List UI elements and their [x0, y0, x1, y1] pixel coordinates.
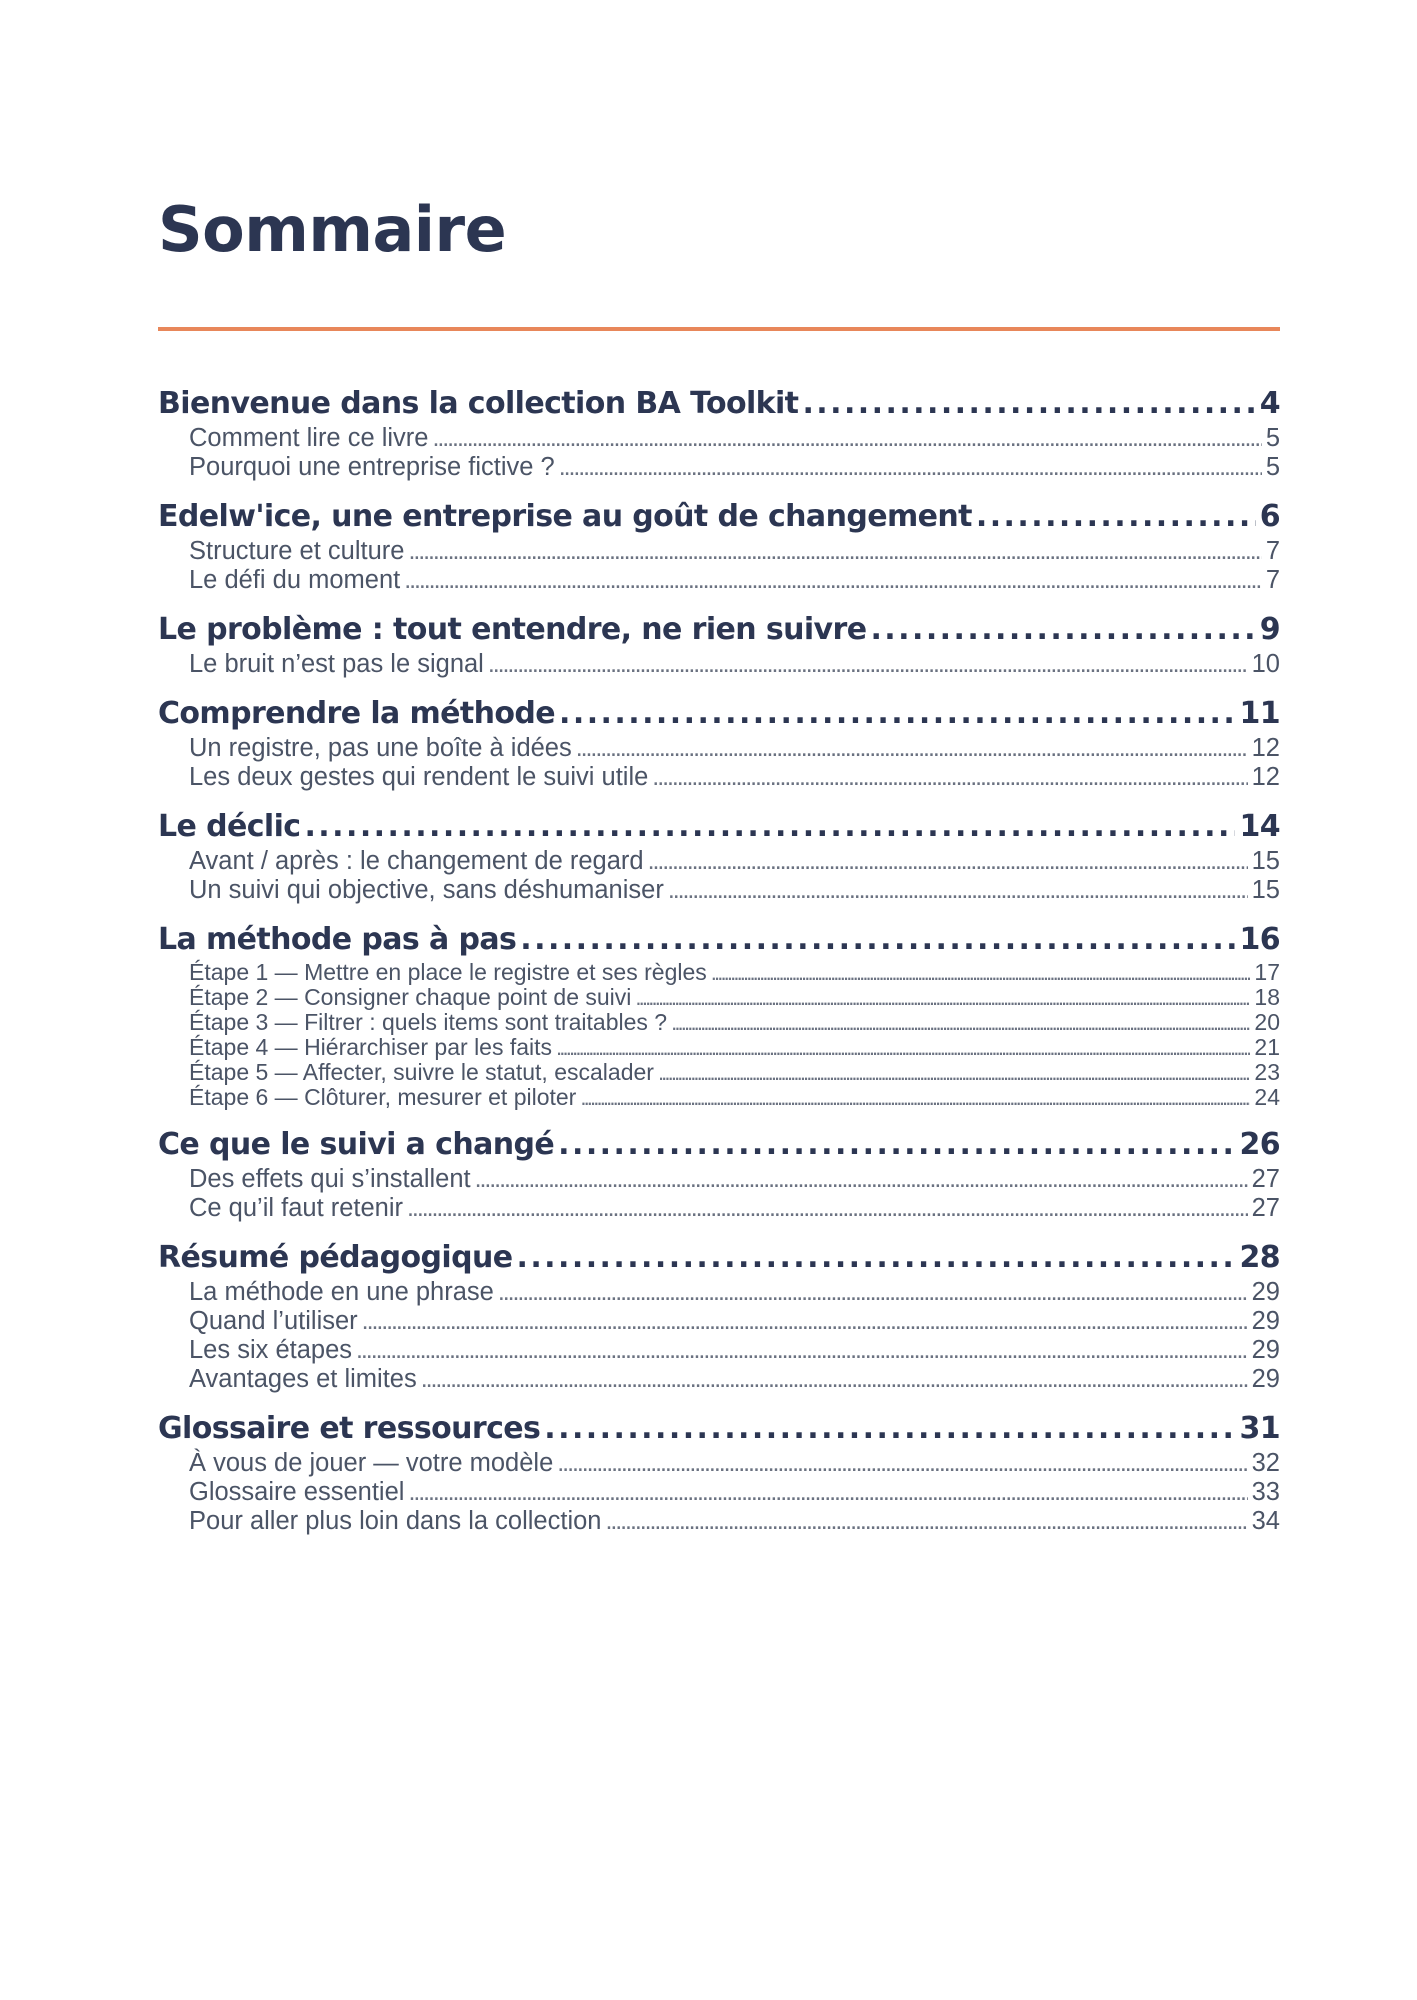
toc-subentry-title: Étape 6 — Clôturer, mesurer et piloter: [189, 1084, 577, 1110]
toc-subentry[interactable]: [158, 537, 1280, 566]
toc-subentry-page: 27: [1251, 1194, 1280, 1222]
toc-subentry-title: Le bruit n’est pas le signal: [189, 650, 484, 678]
toc-subentry-title: Quand l’utiliser: [189, 1307, 358, 1335]
toc-subentry[interactable]: [158, 1365, 1280, 1394]
toc-section: [158, 1125, 1280, 1223]
toc-subentry[interactable]: [158, 1010, 1280, 1035]
toc-section: [158, 807, 1280, 905]
dot-leader: [544, 1409, 1235, 1449]
toc-subentry-page: 12: [1251, 763, 1280, 791]
toc-chapter-entry[interactable]: [158, 384, 1280, 424]
toc-subentry-title: Les six étapes: [189, 1336, 353, 1364]
title-divider: [158, 327, 1280, 331]
dot-leader: [304, 807, 1235, 847]
toc-subentry[interactable]: [158, 650, 1280, 679]
dot-leader: [605, 1507, 1247, 1536]
toc-chapter-page: 11: [1239, 696, 1280, 731]
toc-subentry-title: Un registre, pas une boîte à idées: [189, 734, 572, 762]
dot-leader: [802, 384, 1255, 424]
toc-chapter-page: 14: [1239, 809, 1280, 844]
dot-leader: [580, 1085, 1250, 1110]
toc-subentry-title: Ce qu’il faut retenir: [189, 1194, 404, 1222]
toc-subentry[interactable]: [158, 1307, 1280, 1336]
toc-subentry-page: 7: [1265, 566, 1280, 594]
toc-chapter-entry[interactable]: [158, 497, 1280, 537]
dot-leader: [976, 497, 1256, 537]
dot-leader: [559, 453, 1262, 482]
toc-subentry-page: 24: [1254, 1084, 1280, 1110]
dot-leader: [658, 1060, 1250, 1085]
dot-leader: [635, 985, 1250, 1010]
toc-subentry-page: 5: [1265, 424, 1280, 452]
toc-chapter-entry[interactable]: [158, 694, 1280, 734]
toc-chapter-entry[interactable]: [158, 610, 1280, 650]
toc-section: [158, 920, 1280, 1110]
toc-subentry[interactable]: [158, 1035, 1280, 1060]
toc-chapter-entry[interactable]: [158, 1238, 1280, 1278]
toc-subentry-title: Avant / après : le changement de regard: [189, 847, 644, 875]
toc-chapter-page: 6: [1259, 499, 1280, 534]
toc-subentry[interactable]: [158, 1165, 1280, 1194]
dot-leader: [557, 1449, 1247, 1478]
toc-subentry-page: 29: [1251, 1336, 1280, 1364]
dot-leader: [558, 1125, 1235, 1165]
toc-subentry[interactable]: [158, 1336, 1280, 1365]
toc-chapter-title: Comprendre la méthode: [158, 696, 556, 731]
dot-leader: [408, 537, 1261, 566]
toc-subentry-title: Étape 5 — Affecter, suivre le statut, escalader: [189, 1059, 654, 1085]
dot-leader: [498, 1278, 1248, 1307]
toc-subentry-title: Glossaire essentiel: [189, 1478, 405, 1506]
toc-subentry[interactable]: [158, 1194, 1280, 1223]
page-title: Sommaire: [158, 193, 507, 266]
toc-subentry[interactable]: [158, 1478, 1280, 1507]
dot-leader: [421, 1365, 1248, 1394]
toc-subentry-page: 12: [1251, 734, 1280, 762]
toc-chapter-title: Le problème : tout entendre, ne rien suivre: [158, 612, 867, 647]
dot-leader: [556, 1035, 1250, 1060]
toc-chapter-page: 16: [1239, 922, 1280, 957]
toc-subentry[interactable]: [158, 453, 1280, 482]
toc-subentry-title: Étape 1 — Mettre en place le registre et ses règles: [189, 959, 707, 985]
toc-subentry-title: La méthode en une phrase: [189, 1278, 494, 1306]
toc-subentry-page: 32: [1251, 1449, 1280, 1477]
toc-chapter-title: Le déclic: [158, 809, 301, 844]
toc-subentry-title: Pourquoi une entreprise fictive ?: [189, 453, 555, 481]
toc-subentry[interactable]: [158, 876, 1280, 905]
toc-chapter-title: La méthode pas à pas: [158, 922, 517, 957]
toc-chapter-entry[interactable]: [158, 1409, 1280, 1449]
toc-chapter-page: 4: [1259, 386, 1280, 421]
toc-subentry[interactable]: [158, 1060, 1280, 1085]
toc-subentry[interactable]: [158, 566, 1280, 595]
toc-subentry-title: Étape 3 — Filtrer : quels items sont traitables ?: [189, 1009, 668, 1035]
dot-leader: [488, 650, 1248, 679]
toc-subentry-title: Le défi du moment: [189, 566, 401, 594]
toc-subentry-page: 5: [1265, 453, 1280, 481]
toc-chapter-entry[interactable]: [158, 920, 1280, 960]
toc-subentry[interactable]: [158, 1449, 1280, 1478]
dot-leader: [404, 566, 1262, 595]
toc-subentry[interactable]: [158, 424, 1280, 453]
dot-leader: [362, 1307, 1248, 1336]
toc-subentry-page: 18: [1254, 984, 1280, 1010]
toc-subentry-page: 21: [1254, 1034, 1280, 1060]
toc-subentry-page: 33: [1251, 1478, 1280, 1506]
toc-section: [158, 384, 1280, 482]
toc-subentry-page: 29: [1251, 1307, 1280, 1335]
toc-subentry-page: 20: [1254, 1009, 1280, 1035]
toc-subentry-page: 7: [1265, 537, 1280, 565]
toc-subentry-page: 29: [1251, 1278, 1280, 1306]
section-spacer: [158, 482, 1280, 497]
toc-subentry-page: 15: [1251, 847, 1280, 875]
toc-subentry-title: Avantages et limites: [189, 1365, 417, 1393]
toc-section: [158, 610, 1280, 679]
toc-chapter-page: 9: [1259, 612, 1280, 647]
toc-subentry[interactable]: [158, 960, 1280, 985]
toc-chapter-page: 26: [1239, 1127, 1280, 1162]
toc-subentry-title: Les deux gestes qui rendent le suivi utile: [189, 763, 649, 791]
toc-subentry-page: 23: [1254, 1059, 1280, 1085]
toc-chapter-title: Edelw'ice, une entreprise au goût de changement: [158, 499, 972, 534]
table-of-contents: [158, 384, 1280, 1536]
toc-subentry-title: Étape 2 — Consigner chaque point de suivi: [189, 984, 632, 1010]
toc-subentry-page: 10: [1251, 650, 1280, 678]
toc-chapter-title: Ce que le suivi a changé: [158, 1127, 555, 1162]
section-spacer: [158, 679, 1280, 694]
toc-subentry-title: Un suivi qui objective, sans déshumaniser: [189, 876, 664, 904]
toc-subentry-title: Structure et culture: [189, 537, 405, 565]
toc-chapter-title: Résumé pédagogique: [158, 1240, 513, 1275]
dot-leader: [475, 1165, 1248, 1194]
dot-leader: [559, 694, 1235, 734]
section-spacer: [158, 905, 1280, 920]
dot-leader: [576, 734, 1248, 763]
section-spacer: [158, 792, 1280, 807]
toc-subentry[interactable]: [158, 1507, 1280, 1536]
toc-section: [158, 1409, 1280, 1536]
dot-leader: [407, 1194, 1248, 1223]
toc-section: [158, 497, 1280, 595]
toc-subentry-title: Étape 4 — Hiérarchiser par les faits: [189, 1034, 553, 1060]
section-spacer: [158, 1223, 1280, 1238]
dot-leader: [870, 610, 1255, 650]
dot-leader: [356, 1336, 1248, 1365]
dot-leader: [668, 876, 1248, 905]
toc-subentry[interactable]: [158, 985, 1280, 1010]
toc-subentry-title: Comment lire ce livre: [189, 424, 429, 452]
toc-chapter-page: 31: [1239, 1411, 1280, 1446]
toc-chapter-entry[interactable]: [158, 1125, 1280, 1165]
toc-subentry-title: À vous de jouer — votre modèle: [189, 1449, 554, 1477]
toc-subentry-page: 17: [1254, 959, 1280, 985]
toc-subentry-title: Pour aller plus loin dans la collection: [189, 1507, 602, 1535]
dot-leader: [648, 847, 1248, 876]
toc-subentry[interactable]: [158, 763, 1280, 792]
dot-leader: [520, 920, 1235, 960]
toc-chapter-entry[interactable]: [158, 807, 1280, 847]
toc-subentry-page: 34: [1251, 1507, 1280, 1535]
section-spacer: [158, 595, 1280, 610]
toc-subentry-page: 27: [1251, 1165, 1280, 1193]
dot-leader: [671, 1010, 1250, 1035]
toc-section: [158, 694, 1280, 792]
dot-leader: [711, 960, 1251, 985]
section-spacer: [158, 1394, 1280, 1409]
toc-chapter-title: Bienvenue dans la collection BA Toolkit: [158, 386, 799, 421]
toc-subentry-title: Des effets qui s’installent: [189, 1165, 471, 1193]
toc-subentry-page: 29: [1251, 1365, 1280, 1393]
toc-subentry-page: 15: [1251, 876, 1280, 904]
toc-chapter-page: 28: [1239, 1240, 1280, 1275]
section-spacer: [158, 1110, 1280, 1125]
toc-subentry[interactable]: [158, 847, 1280, 876]
toc-subentry[interactable]: [158, 734, 1280, 763]
dot-leader: [432, 424, 1261, 453]
toc-section: [158, 1238, 1280, 1394]
toc-chapter-title: Glossaire et ressources: [158, 1411, 541, 1446]
dot-leader: [408, 1478, 1247, 1507]
toc-subentry[interactable]: [158, 1278, 1280, 1307]
toc-subentry[interactable]: [158, 1085, 1280, 1110]
dot-leader: [516, 1238, 1235, 1278]
dot-leader: [652, 763, 1247, 792]
